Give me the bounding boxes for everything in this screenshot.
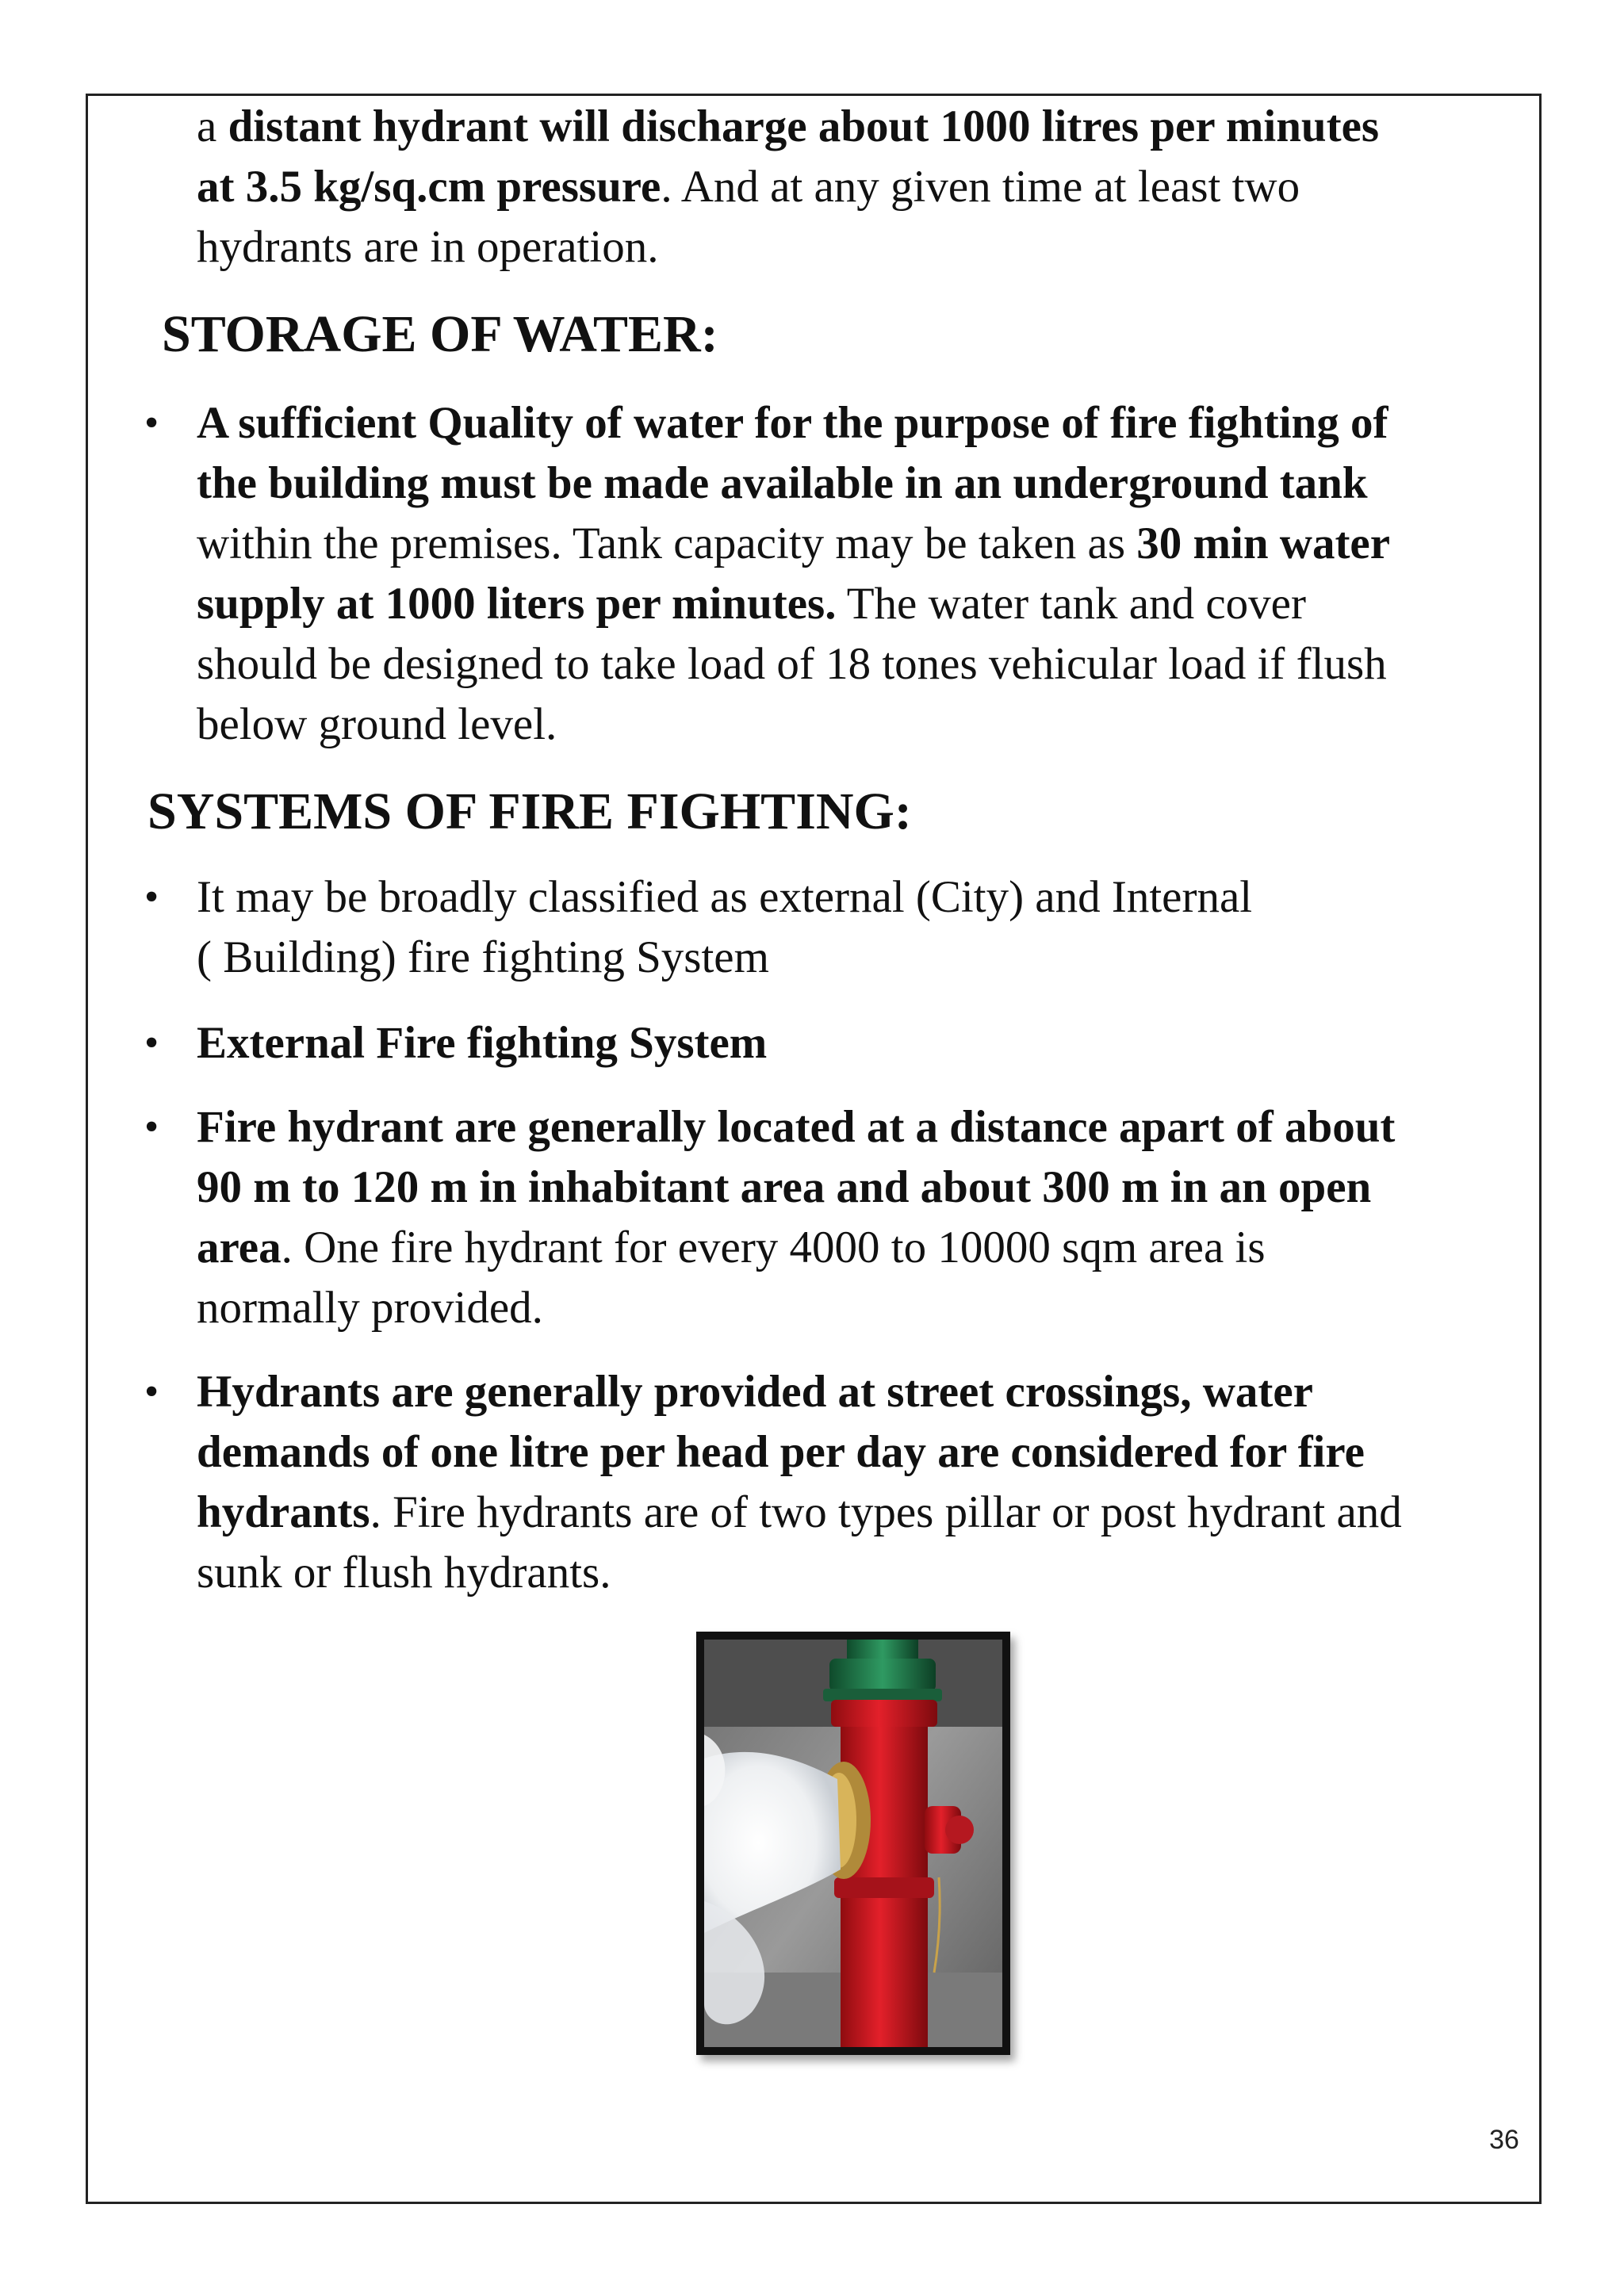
hydrant-spacing-line-2: 90 m to 120 m in inhabitant area and about 300 m in an open [197, 1162, 1372, 1212]
page-number: 36 [1489, 2125, 1519, 2155]
fire-hydrant-photo [696, 1632, 1010, 2055]
bullet-storage: • [144, 400, 159, 446]
hydrant-spacing-line-4: normally provided. [197, 1283, 543, 1333]
storage-line-5: should be designed to take load of 18 tones vehicular load if flush [197, 639, 1387, 689]
continuation-line-3: hydrants are in operation. [197, 222, 659, 272]
hydrant-spacing-line-3: area. One fire hydrant for every 4000 to 10000 sqm area is [197, 1223, 1266, 1272]
continuation-line-2: at 3.5 kg/sq.cm pressure. And at any given time at least two [197, 162, 1300, 212]
bullet-hydrant-placement: • [144, 1369, 159, 1414]
external-system-item: External Fire fighting System [197, 1018, 768, 1068]
classification-line-2: ( Building) fire fighting System [197, 932, 769, 982]
hydrant-placement-line-2: demands of one litre per head per day are considered for fire [197, 1427, 1365, 1477]
hydrant-placement-line-3: hydrants. Fire hydrants are of two types pillar or post hydrant and [197, 1487, 1402, 1537]
hydrant-placement-line-1: Hydrants are generally provided at street crossings, water [197, 1367, 1313, 1417]
storage-line-4: supply at 1000 liters per minutes. The water tank and cover [197, 579, 1306, 629]
storage-heading: STORAGE OF WATER: [162, 305, 718, 363]
bullet-classification: • [144, 874, 159, 920]
storage-line-3: within the premises. Tank capacity may be taken as 30 min water [197, 519, 1391, 568]
bullet-hydrant-spacing: • [144, 1104, 159, 1150]
bullet-external: • [144, 1020, 159, 1066]
fire-hydrant-icon [704, 1640, 1002, 2047]
hydrant-placement-line-4: sunk or flush hydrants. [197, 1548, 611, 1598]
systems-heading: SYSTEMS OF FIRE FIGHTING: [147, 783, 912, 840]
storage-line-2: the building must be made available in an underground tank [197, 458, 1368, 508]
continuation-line-1: a distant hydrant will discharge about 1000 litres per minutes [197, 101, 1380, 151]
classification-line-1: It may be broadly classified as external (City) and Internal [197, 872, 1253, 922]
storage-line-1: A sufficient Quality of water for the purpose of fire fighting of [197, 398, 1388, 448]
hydrant-spacing-line-1: Fire hydrant are generally located at a distance apart of about [197, 1102, 1396, 1152]
storage-line-6: below ground level. [197, 699, 557, 749]
